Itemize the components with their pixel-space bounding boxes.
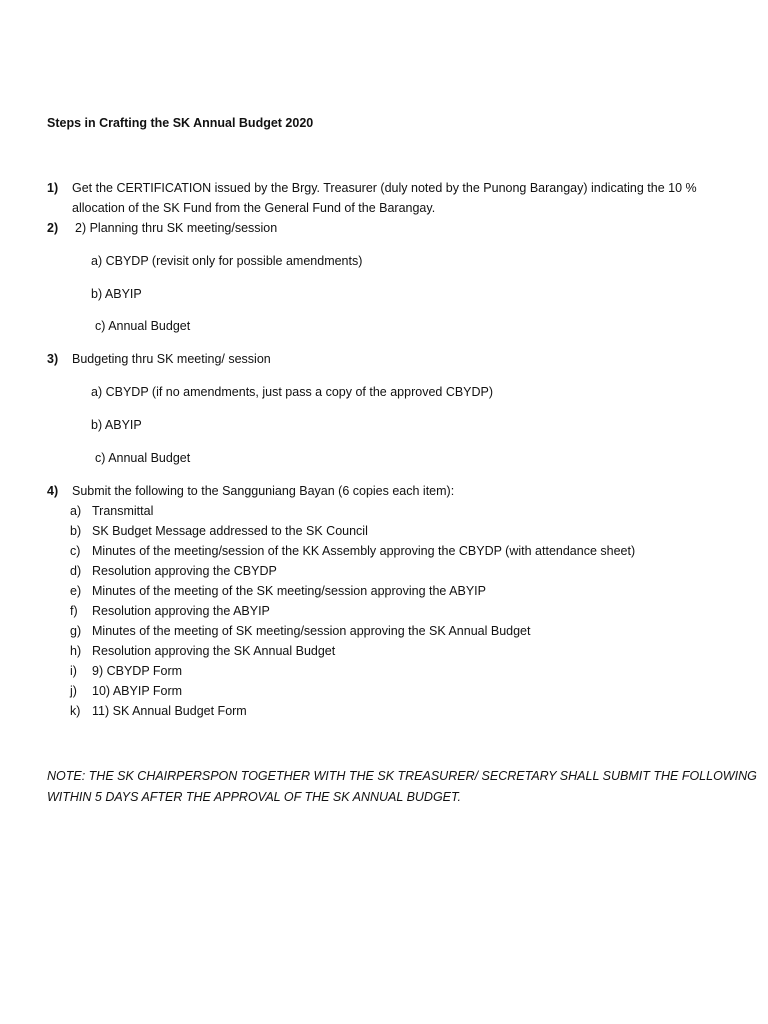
step-2-sub-a: a) CBYDP (revisit only for possible amendments) — [91, 254, 363, 268]
step-4-item-letter: i) — [70, 664, 77, 678]
step-3-text: Budgeting thru SK meeting/ session — [72, 352, 271, 366]
step-3-sub-b: b) ABYIP — [91, 418, 142, 432]
step-4-item-letter: a) — [70, 504, 82, 518]
step-4-item-text: Minutes of the meeting of the SK meeting/session approving the ABYIP — [92, 584, 486, 598]
note-line-1: NOTE: THE SK CHAIRPERSPON TOGETHER WITH THE SK TREASURER/ SECRETARY SHALL SUBMIT THE FOLLOWING — [47, 769, 757, 783]
step-1-number: 1) — [47, 181, 59, 195]
step-4-item-text: Resolution approving the ABYIP — [92, 604, 270, 618]
step-4-item-letter: e) — [70, 584, 82, 598]
step-4-item-letter: g) — [70, 624, 82, 638]
step-4-item-letter: k) — [70, 704, 81, 718]
step-4-item-text: Resolution approving the SK Annual Budget — [92, 644, 336, 658]
step-4-item-text: 9) CBYDP Form — [92, 664, 183, 678]
step-4-item-text: 10) ABYIP Form — [92, 684, 183, 698]
step-4-item-text: Resolution approving the CBYDP — [92, 564, 277, 578]
step-4-item-text: SK Budget Message addressed to the SK Council — [92, 524, 368, 538]
step-3-sub-a: a) CBYDP (if no amendments, just pass a copy of the approved CBYDP) — [91, 385, 494, 399]
document-title: Steps in Crafting the SK Annual Budget 2020 — [47, 116, 314, 130]
step-2-sub-c: c) Annual Budget — [95, 319, 191, 333]
step-4-item-text: Minutes of the meeting/session of the KK Assembly approving the CBYDP (with attendance sheet) — [92, 544, 636, 558]
step-4-item-letter: h) — [70, 644, 82, 658]
step-3-sub-c: c) Annual Budget — [95, 451, 191, 465]
step-4-item-letter: b) — [70, 524, 82, 538]
step-4-item-letter: j) — [70, 684, 77, 698]
step-4-item-letter: c) — [70, 544, 81, 558]
step-1-text-line-2: allocation of the SK Fund from the General Fund of the Barangay. — [72, 201, 436, 215]
step-4-item-text: Minutes of the meeting of SK meeting/session approving the SK Annual Budget — [92, 624, 531, 638]
step-4-number: 4) — [47, 484, 59, 498]
step-3-number: 3) — [47, 352, 59, 366]
step-4-text: Submit the following to the Sangguniang Bayan (6 copies each item): — [72, 484, 455, 498]
step-2-sub-b: b) ABYIP — [91, 287, 142, 301]
step-4-item-letter: d) — [70, 564, 82, 578]
step-1-text-line-1: Get the CERTIFICATION issued by the Brgy. Treasurer (duly noted by the Punong Barangay) indicating the 10 % — [72, 181, 697, 195]
step-4-item-text: 11) SK Annual Budget Form — [92, 704, 247, 718]
step-2-text: 2) Planning thru SK meeting/session — [75, 221, 278, 235]
step-2-number: 2) — [47, 221, 59, 235]
note-line-2: WITHIN 5 DAYS AFTER THE APPROVAL OF THE SK ANNUAL BUDGET. — [47, 790, 461, 804]
step-4-item-text: Transmittal — [92, 504, 154, 518]
step-4-item-letter: f) — [70, 604, 78, 618]
